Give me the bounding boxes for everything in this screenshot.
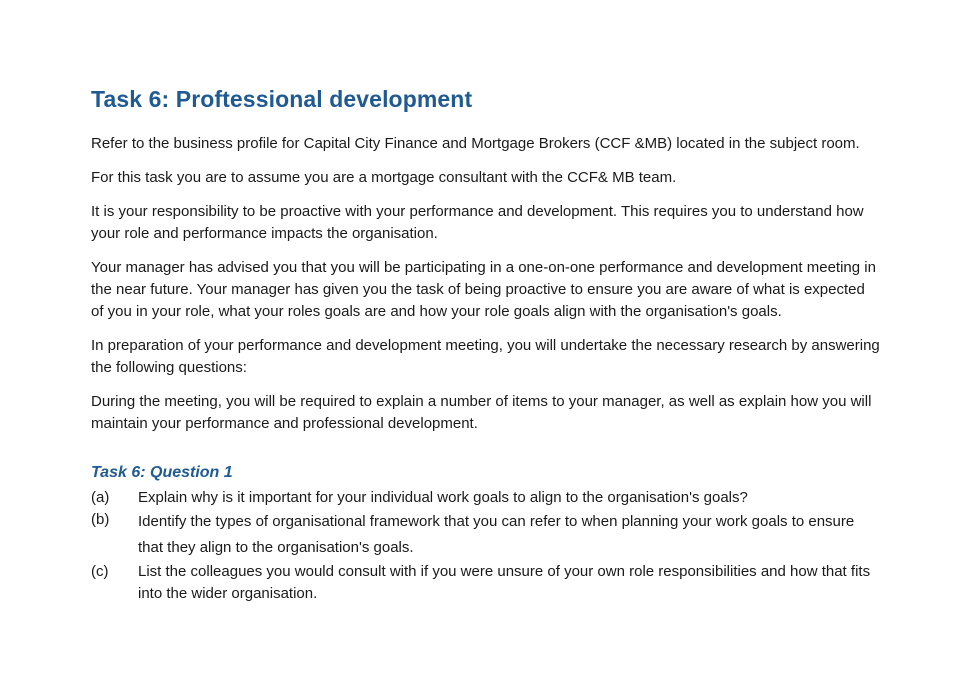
paragraph: During the meeting, you will be required to explain a number of items to your manager, as well as explain how you will maintain your performance and professional development. xyxy=(91,393,872,432)
question-letter: (b) xyxy=(91,511,110,528)
question-text: Identify the types of organisational framework that you can refer to when planning your work goals to ensure that they align to the organisation's goals. xyxy=(138,513,855,556)
paragraph: Refer to the business profile for Capital City Finance and Mortgage Brokers (CCF &MB) located in the subject room. xyxy=(91,135,860,152)
paragraph: It is your responsibility to be proactive with your performance and development. This requires you to understand how your role and performance impacts the organisation. xyxy=(91,203,864,242)
question-letter: (a) xyxy=(91,489,110,506)
question-text: Explain why is it important for your individual work goals to align to the organisation's goals? xyxy=(138,489,748,506)
paragraph: Your manager has advised you that you will be participating in a one-on-one performance and development meeting in the near future. Your manager has given you the task of being proactive to ensure you are aware of what is expected of you in your role, what your roles goals are and how your role goals align with the organisation's goals. xyxy=(91,259,876,320)
paragraph: In preparation of your performance and development meeting, you will undertake the necessary research by answering the following questions: xyxy=(91,337,880,376)
question-item xyxy=(91,487,881,509)
question-item xyxy=(91,561,881,605)
paragraph: For this task you are to assume you are a mortgage consultant with the CCF& MB team. xyxy=(91,169,677,186)
page-title: Task 6: Proftessional development xyxy=(91,86,473,112)
question-heading: Task 6: Question 1 xyxy=(91,464,233,481)
document-page xyxy=(91,86,881,605)
question-item xyxy=(91,509,881,561)
question-text: List the colleagues you would consult with if you were unsure of your own role responsibilities and how that fits into the wider organisation. xyxy=(138,563,871,602)
question-letter: (c) xyxy=(91,563,109,580)
